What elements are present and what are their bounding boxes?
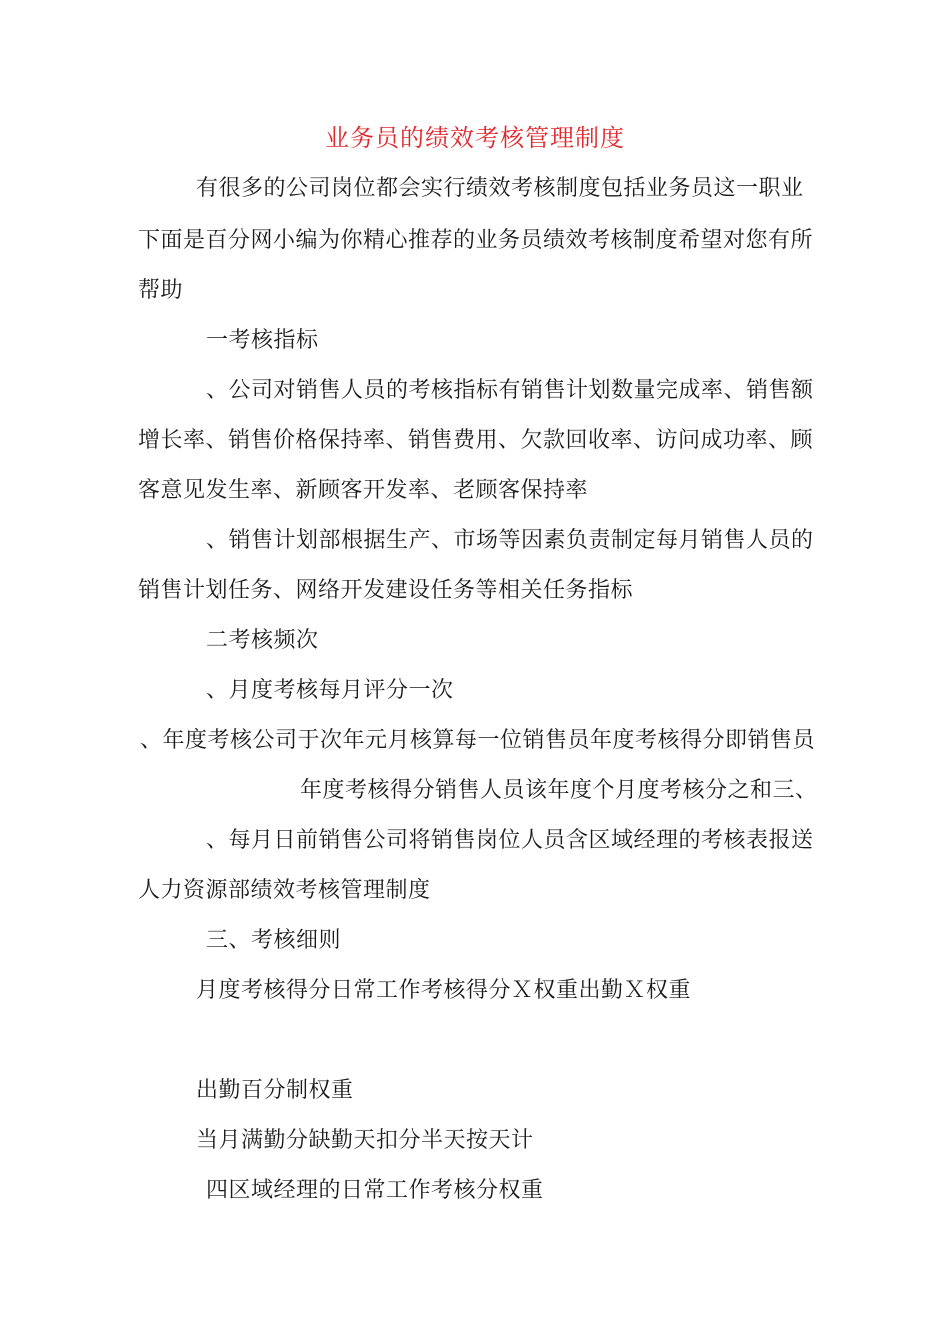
- section-heading: 二考核频次: [206, 628, 319, 653]
- section-heading: 四区域经理的日常工作考核分权重: [206, 1178, 544, 1203]
- paragraph-line: 、每月日前销售公司将销售岗位人员含区域经理的考核表报送: [206, 828, 814, 853]
- paragraph-line: 人力资源部绩效考核管理制度: [138, 878, 431, 903]
- paragraph-line: 销售计划任务、网络开发建设任务等相关任务指标: [138, 578, 634, 603]
- section-heading: 三、考核细则: [206, 928, 342, 953]
- paragraph-line: 、月度考核每月评分一次: [206, 678, 454, 703]
- paragraph-line: 、销售计划部根据生产、市场等因素负责制定每月销售人员的: [206, 528, 814, 553]
- paragraph-line: 、年度考核公司于次年元月核算每一位销售员年度考核得分即销售员: [140, 728, 816, 753]
- section-heading: 一考核指标: [206, 328, 319, 353]
- paragraph-line: 月度考核得分日常工作考核得分Ｘ权重出勤Ｘ权重: [196, 978, 692, 1003]
- paragraph-line: 增长率、销售价格保持率、销售费用、欠款回收率、访问成功率、顾: [138, 428, 814, 453]
- paragraph-line: 、公司对销售人员的考核指标有销售计划数量完成率、销售额: [206, 378, 814, 403]
- document-title: 业务员的绩效考核管理制度: [325, 124, 625, 152]
- paragraph-line: 当月满勤分缺勤天扣分半天按天计: [196, 1128, 534, 1153]
- paragraph-line: 下面是百分网小编为你精心推荐的业务员绩效考核制度希望对您有所: [138, 228, 814, 253]
- paragraph-line: 帮助: [138, 278, 184, 303]
- paragraph-line: 有很多的公司岗位都会实行绩效考核制度包括业务员这一职业: [196, 176, 804, 201]
- paragraph-line: 客意见发生率、新顾客开发率、老顾客保持率: [138, 478, 589, 503]
- paragraph-line: 出勤百分制权重: [196, 1078, 354, 1103]
- paragraph-line: 年度考核得分销售人员该年度个月度考核分之和三、: [300, 778, 818, 803]
